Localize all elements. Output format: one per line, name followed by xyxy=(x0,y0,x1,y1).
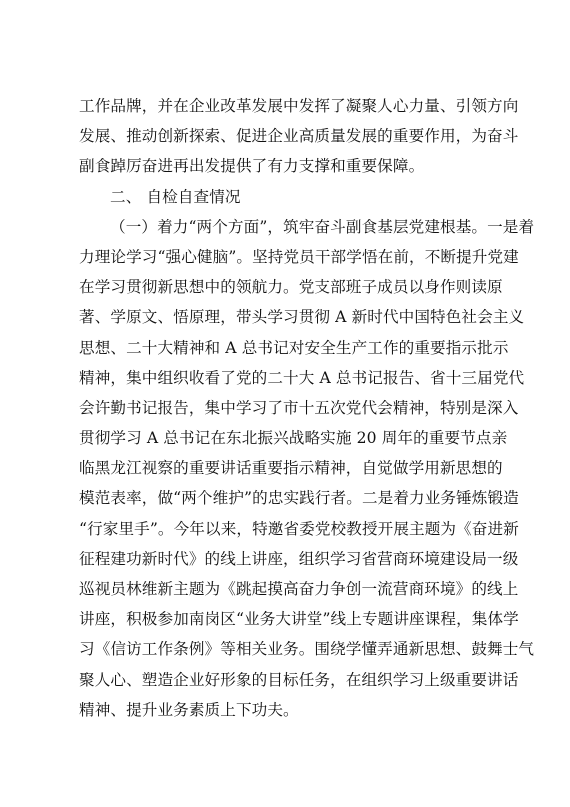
body-text xyxy=(79,91,535,725)
paragraph-line: 精神、提升业务素质上下功夫。 xyxy=(79,700,299,719)
paragraph-line: 巡视员林维新主题为《跳起摸高奋力争创一流营商环境》的线上 xyxy=(79,580,519,598)
paragraph-line: 力理论学习“强心健脑”。坚持党员干部学悟在前，不断提升党建 xyxy=(79,247,519,266)
paragraph-line: 思想、二十大精神和 A 总书记对安全生产工作的重要指示批示 xyxy=(79,338,509,357)
paragraph-line: 征程建功新时代》的线上讲座，组织学习省营商环境建设局一级 xyxy=(79,549,519,568)
paragraph-line: 临黑龙江视察的重要讲话重要指示精神，自觉做学用新思想的 xyxy=(79,459,503,478)
paragraph-line: 会许勤书记报告，集中学习了市十五次党代会精神，特别是深入 xyxy=(79,398,519,417)
paragraph-line: 贯彻学习 A 总书记在东北振兴战略实施 20 周年的重要节点亲 xyxy=(79,429,508,448)
paragraph-line: 讲座，积极参加南岗区“业务大讲堂”线上专题讲座课程，集体学 xyxy=(79,610,519,629)
paragraph-line: 精神，集中组织收看了党的二十大 A 总书记报告、省十三届党代 xyxy=(79,368,525,387)
paragraph-line: 副食踔厉奋进再出发提供了有力支撑和重要保障。 xyxy=(79,157,425,176)
paragraph-line: （一）着力“两个方面”，筑牢奋斗副食基层党建根基。一是着 xyxy=(110,217,535,236)
paragraph-line: 著、学原文、悟原理，带头学习贯彻 A 新时代中国特色社会主义 xyxy=(79,308,525,327)
paragraph-line: “行家里手”。今年以来，特邀省委党校教授开展主题为《奋进新 xyxy=(79,519,519,538)
paragraph-line: 在学习贯彻新思想中的领航力。党支部班子成员以身作则读原 xyxy=(79,278,503,297)
paragraph-line: 习《信访工作条例》等相关业务。围绕学懂弄通新思想、鼓舞士气 xyxy=(79,640,535,659)
paragraph-line: 模范表率，做“两个维护”的忠实践行者。二是着力业务锤炼锻造 xyxy=(79,489,519,508)
section-heading: 二、 自检自查情况 xyxy=(110,187,241,206)
paragraph-line: 工作品牌，并在企业改革发展中发挥了凝聚人心力量、引领方向 xyxy=(79,97,519,115)
paragraph-line: 聚人心、塑造企业好形象的目标任务，在组织学习上级重要讲话 xyxy=(79,670,519,689)
paragraph-line: 发展、推动创新探索、促进企业高质量发展的重要作用，为奋斗 xyxy=(79,127,519,146)
